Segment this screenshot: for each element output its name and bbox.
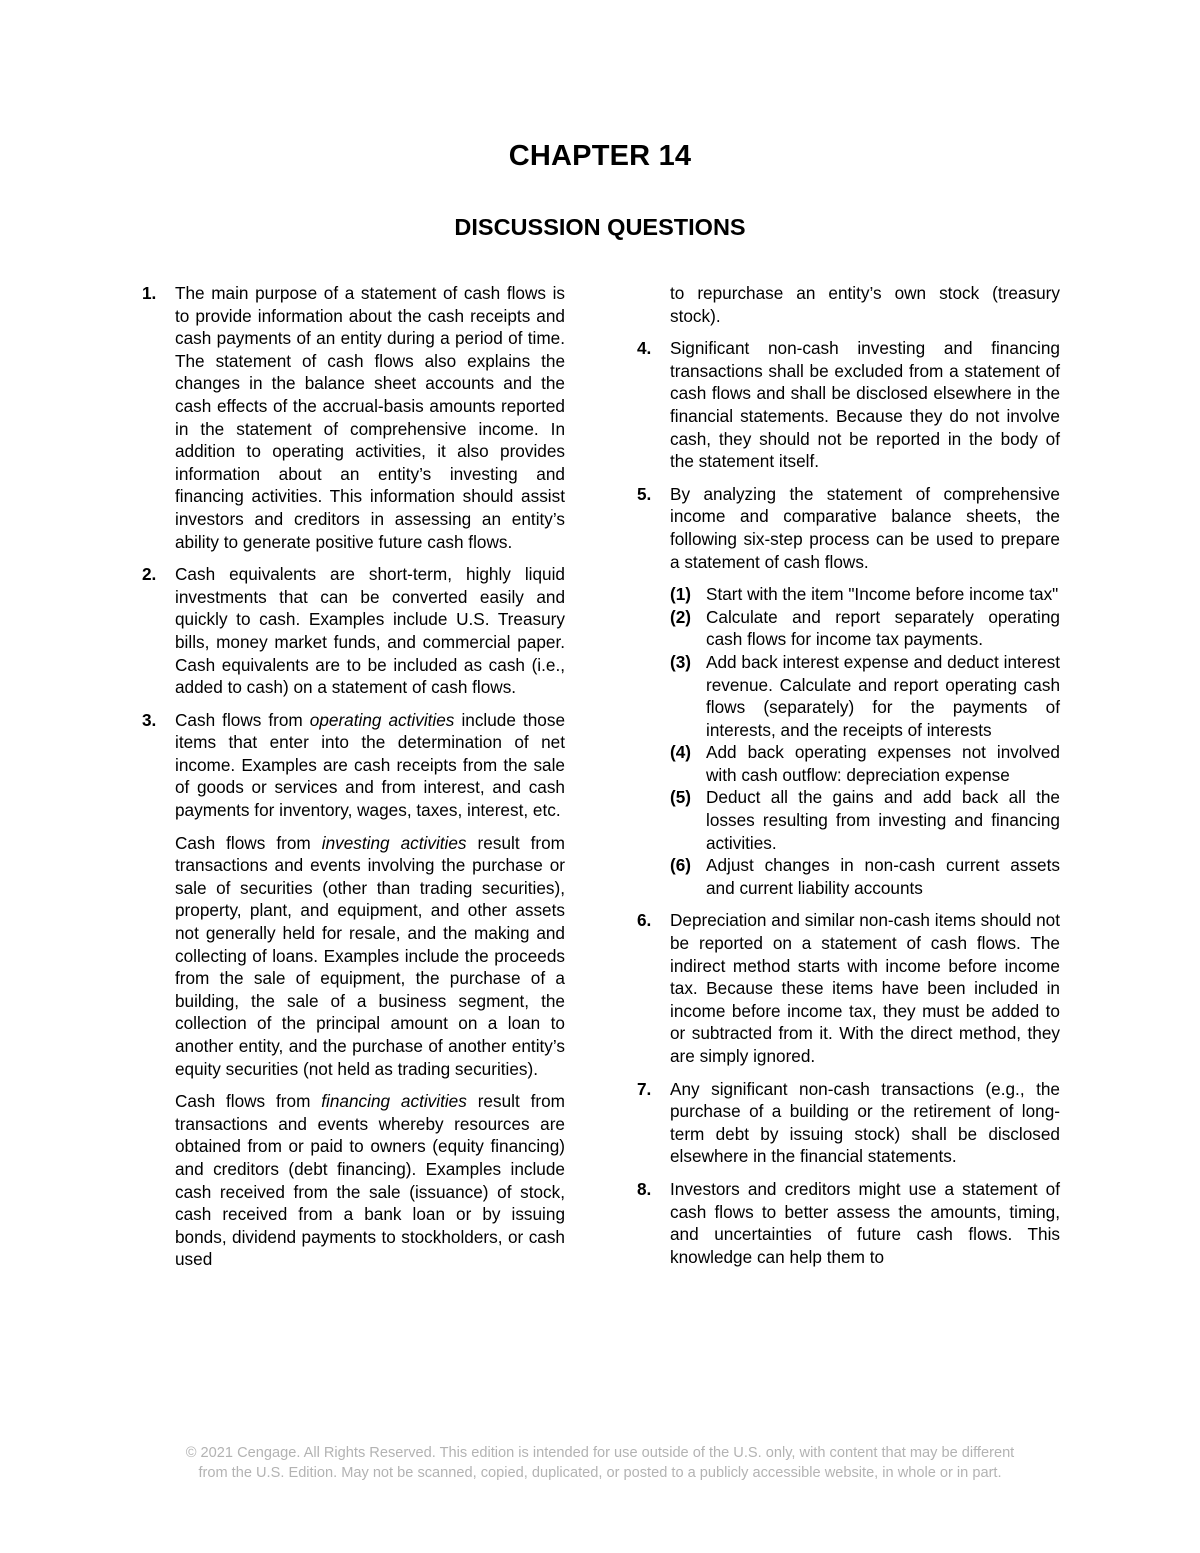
- step-text: Add back interest expense and deduct interest revenue. Calculate and report operating cash flows (separately) for the payments of interests, and the receipts of interests: [706, 651, 1060, 740]
- section-title: DISCUSSION QUESTIONS: [454, 214, 746, 240]
- question-body: [670, 1178, 1060, 1268]
- question-number: 2.: [142, 564, 157, 585]
- answer-paragraph: Investors and creditors might use a statement of cash flows to better assess the amounts, timing, and uncertainties of future cash flows. This knowledge can help them to: [670, 1178, 1060, 1267]
- question-3: [135, 709, 565, 1271]
- question-number: 1.: [142, 283, 157, 303]
- question-body: [175, 282, 565, 553]
- answer-paragraph: The main purpose of a statement of cash flows is to provide information about the cash receipts and cash payments of an entity during a period of time. The statement of cash flows also explains the changes in the balance sheet accounts and the cash effects of the accrual-basis amounts reported in the statement of comprehensive income. In addition to operating activities, it also provides information about an entity’s investing and financing activities. This information should assist investors and creditors in assessing an entity’s ability to generate positive future cash flows.: [175, 283, 565, 552]
- question-body: [670, 337, 1060, 473]
- answer-paragraph-financing: [175, 1090, 565, 1271]
- question-5: [630, 483, 1060, 900]
- step-item: [670, 606, 1060, 651]
- text-run: Cash flows from: [175, 709, 310, 730]
- answer-paragraph: Any significant non-cash transactions (e.g., the purchase of a building or the retirement of long-term debt by issuing stock) shall be disclosed elsewhere in the financial statements.: [670, 1078, 1060, 1167]
- copyright-line-2: from the U.S. Edition. May not be scanned, copied, duplicated, or posted to a publicly accessible website, in whole or in part.: [198, 1465, 1002, 1481]
- emphasis-operating-activities: operating activities: [309, 709, 455, 730]
- answer-paragraph: Significant non-cash investing and financing transactions shall be excluded from a statement of cash flows and shall be disclosed elsewhere in the financial statements. Because they do not involve cash, they should not be reported in the body of the statement itself.: [670, 338, 1060, 472]
- step-text: Deduct all the gains and add back all the losses resulting from investing and financing activities.: [706, 787, 1060, 853]
- step-text: Start with the item "Income before income tax": [706, 584, 1059, 605]
- question-number: 4.: [637, 338, 652, 359]
- question-number: 7.: [637, 1078, 652, 1099]
- question-7: [630, 1078, 1060, 1168]
- step-text: Calculate and report separately operating cash flows for income tax payments.: [706, 606, 1060, 650]
- question-body: [670, 483, 1060, 900]
- copyright-line-1: © 2021 Cengage. All Rights Reserved. This edition is intended for use outside of the U.S. only, with content that may be different: [185, 1445, 1015, 1461]
- step-item: [670, 741, 1060, 786]
- answer-paragraph-investing: [175, 832, 565, 1081]
- step-item: [670, 854, 1060, 899]
- answer-intro: By analyzing the statement of comprehensive income and comparative balance sheets, the following six-step process can be used to prepare a statement of cash flows.: [670, 483, 1060, 572]
- step-list: [670, 583, 1060, 899]
- step-text: Add back operating expenses not involved with cash outflow: depreciation expense: [706, 742, 1060, 785]
- step-number: (3): [670, 651, 692, 672]
- text-run: include those items that enter into the determination of net income. Examples are cash receipts from the sale of goods or services and from interest, and cash payments for inventory, wages, taxes, interest, etc.: [175, 709, 565, 821]
- question-8: [630, 1178, 1060, 1268]
- question-number: 6.: [637, 910, 652, 931]
- step-number: (4): [670, 742, 692, 763]
- question-3-continuation: to repurchase an entity’s own stock (treasury stock).: [670, 283, 1060, 326]
- left-column: [135, 282, 565, 1281]
- question-4: [630, 337, 1060, 473]
- question-body: [670, 1078, 1060, 1168]
- question-body: [175, 563, 565, 699]
- step-number: (1): [670, 584, 692, 605]
- step-number: (6): [670, 855, 692, 876]
- emphasis-financing-activities: financing activities: [321, 1091, 467, 1112]
- question-number: 5.: [637, 483, 652, 504]
- step-text: Adjust changes in non-cash current assets and current liability accounts: [706, 855, 1060, 898]
- text-run: result from transactions and events involving the purchase or sale of securities (other than trading securities), property, plant, and equipment, and other assets not generally held for resale, and the making and collecting of loans. Examples include the proceeds from the sale of equipment, the purchase of a building, the sale of a business segment, the collection of the principal amount on a loan to another entity, and the purchase of another entity’s equity securities (not held as trading securities).: [175, 832, 565, 1079]
- step-item: [670, 583, 1060, 606]
- question-body: [670, 909, 1060, 1067]
- question-2: [135, 563, 565, 699]
- text-run: Cash flows from: [175, 1091, 322, 1112]
- text-run: Cash flows from: [175, 832, 322, 853]
- step-number: (5): [670, 787, 692, 808]
- chapter-title: CHAPTER 14: [508, 140, 692, 172]
- step-number: (2): [670, 606, 692, 627]
- question-number: 3.: [142, 709, 157, 730]
- step-item: [670, 651, 1060, 741]
- copyright-footer: [0, 1443, 1200, 1483]
- answer-paragraph: Cash equivalents are short-term, highly liquid investments that can be converted easily and quickly to cash. Examples include U.S. Treasury bills, money market funds, and commercial paper. Cash equivalents are to be included as cash (i.e., added to cash) on a statement of cash flows.: [175, 564, 565, 698]
- question-1: [135, 282, 565, 553]
- answer-paragraph-operating: [175, 709, 565, 822]
- text-run: result from transactions and events whereby resources are obtained from or paid to owners (equity financing) and creditors (debt financing). Examples include cash received from the sale (issuance) of stock, cash received from a bank loan or by issuing bonds, dividend payments to stockholders, or cash used: [175, 1091, 565, 1270]
- question-body: [175, 709, 565, 1271]
- right-column: [630, 282, 1060, 1278]
- emphasis-investing-activities: investing activities: [321, 832, 467, 853]
- step-item: [670, 786, 1060, 854]
- question-6: [630, 909, 1060, 1067]
- answer-paragraph: Depreciation and similar non-cash items should not be reported on a statement of cash flows. The indirect method starts with income before income tax. Because these items have been included in income before income tax, they must be added to or subtracted from it. With the direct method, they are simply ignored.: [670, 910, 1060, 1066]
- question-number: 8.: [637, 1178, 652, 1199]
